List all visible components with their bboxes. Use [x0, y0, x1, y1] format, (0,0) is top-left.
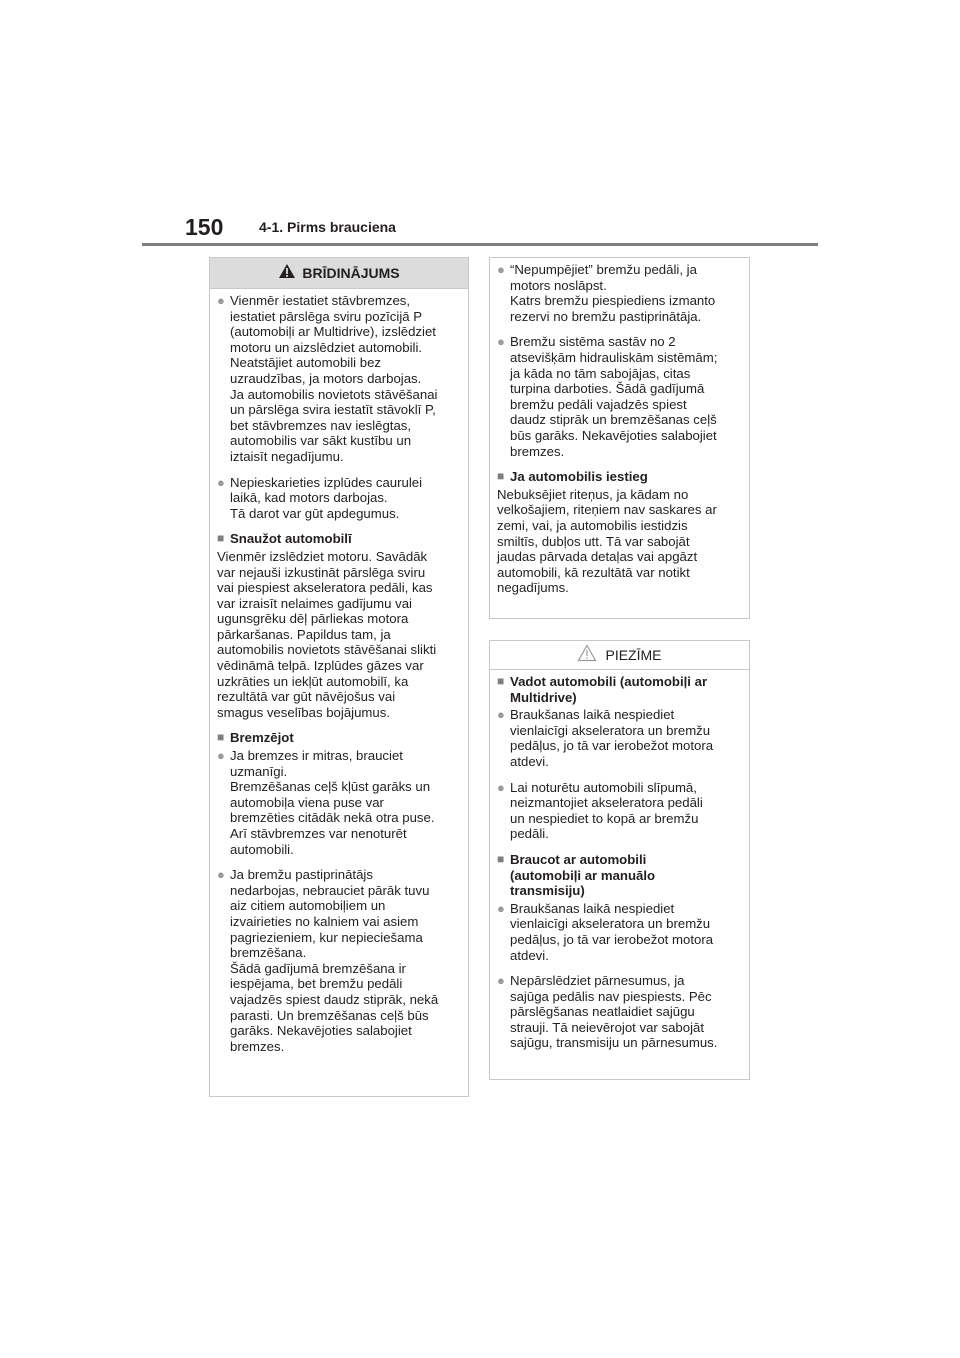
note-box-content: [490, 670, 749, 1065]
bullet-dot-icon: ●: [217, 867, 225, 883]
paragraph-text: Nebuksējiet riteņus, ja kādam no velkošajiem, riteņiem nav saskares ar zemi, vai, ja automobilis iestidzis smiltīs, dubļos utt. Tā var sabojāt jaudas pārvada detaļas vai apgāzt automobili, kā rezultātā var notikt negadījums.: [497, 486, 717, 596]
subheading-text: Vadot automobili (automobiļi ar Multidrive): [510, 674, 708, 705]
square-marker-icon: ■: [217, 730, 225, 745]
subheading-text: Snaužot automobilī: [230, 531, 352, 547]
bullet-text: Braukšanas laikā nespiediet vienlaicīgi akseleratora un bremžu pedāļus, jo tā var ierobežot motora atdevi.: [510, 900, 714, 963]
subheading: [497, 852, 741, 899]
bullet-item: [497, 973, 741, 1051]
warning-box-content: [210, 289, 468, 1068]
square-marker-icon: ■: [497, 851, 505, 866]
bullet-dot-icon: ●: [497, 973, 505, 989]
bullet-dot-icon: ●: [497, 779, 505, 795]
bullet-item: [497, 334, 741, 459]
bullet-text: Lai noturētu automobili slīpumā, neizmantojiet akseleratora pedāli un nespiediet to kopā ar bremžu pedāli.: [510, 779, 703, 842]
bullet-text: Bremžu sistēma sastāv no 2 atsevišķām hidrauliskām sistēmām; ja kāda no tām sabojājas, citas turpina darboties. Šādā gadījumā bremžu pedāli vajadzēs spiest daudz stiprāk un bremzēšanas ceļš būs garāks. Nekavējoties salabojiet bremzes.: [510, 334, 718, 459]
square-marker-icon: ■: [497, 469, 505, 484]
bullet-item: [497, 901, 741, 963]
subheading: [217, 730, 460, 746]
bullet-dot-icon: ●: [217, 293, 225, 308]
bullet-item: [497, 780, 741, 842]
bullet-text: Braukšanas laikā nespiediet vienlaicīgi akseleratora un bremžu pedāļus, jo tā var ierobežot motora atdevi.: [510, 707, 714, 769]
subheading-text: Braucot ar automobili (automobiļi ar manuālo transmisiju): [510, 851, 656, 899]
caution-triangle-outline-icon: [577, 644, 597, 667]
warning-box-continued: [489, 257, 750, 619]
warning-box-header: [210, 258, 468, 289]
bullet-dot-icon: ●: [217, 474, 225, 490]
header-rule: [142, 243, 818, 246]
bullet-item: [217, 293, 460, 465]
page-header: [0, 0, 960, 250]
warning-box-title: BRĪDINĀJUMS: [302, 265, 400, 281]
warning-box: [209, 257, 469, 1097]
paragraph: [217, 549, 460, 721]
bullet-item: [497, 262, 741, 324]
bullet-dot-icon: ●: [497, 900, 505, 916]
bullet-text: Nepārslēdziet pārnesumus, ja sajūga pedālis nav piespiests. Pēc pārslēgšanas neatlaidiet sajūgu strauji. Tā neievērojot var sabojāt sajūgu, transmisiju un pārnesumus.: [510, 973, 718, 1051]
bullet-item: [217, 475, 460, 522]
paragraph: [497, 487, 741, 596]
bullet-dot-icon: ●: [497, 262, 505, 277]
warning-box-continued-content: [490, 258, 749, 610]
page-number: 150: [185, 214, 224, 240]
bullet-item: [497, 707, 741, 769]
bullet-text: Nepieskarieties izplūdes caurulei laikā, kad motors darbojas. Tā darot var gūt apdegumus.: [230, 474, 423, 521]
bullet-text: “Nepumpējiet” bremžu pedāli, ja motors noslāpst. Katrs bremžu piespiediens izmanto rezervi no bremžu pastiprinātāja.: [510, 262, 716, 324]
subheading: [497, 469, 741, 485]
paragraph-text: Vienmēr izslēdziet motoru. Savādāk var nejauši izkustināt pārslēga sviru vai piespiest akseleratora pedāli, kas var izraisīt nelaimes gadījumu vai ugunsgrēku dēļ pārliekas motora pārkaršanas. Papildus tam, ja automobilis novietots stāvēšanai slikti vēdināmā telpā. Izplūdes gāzes var uzkrāties un iekļūt automobilī, ka rezultātā var gūt nāvējošus vai smagus veselības bojājumus.: [217, 548, 437, 720]
bullet-dot-icon: ●: [497, 334, 505, 350]
square-marker-icon: ■: [497, 674, 505, 688]
note-box: [489, 640, 750, 1080]
bullet-item: [217, 867, 460, 1054]
subheading-text: Bremzējot: [230, 730, 294, 746]
subheading: [217, 531, 460, 547]
square-marker-icon: ■: [217, 531, 225, 546]
warning-triangle-icon: [278, 263, 296, 284]
note-box-title: PIEZĪME: [605, 647, 662, 663]
bullet-text: Ja bremzes ir mitras, brauciet uzmanīgi. Bremzēšanas ceļš kļūst garāks un automobiļa viena puse var bremzēties citādāk nekā otra puse. Arī stāvbremzes var nenoturēt automobili.: [230, 748, 435, 857]
bullet-text: Ja bremžu pastiprinātājs nedarbojas, nebrauciet pārāk tuvu aiz citiem automobiļiem un izvairieties no kalniem vai asiem pagriezieniem, kur nepieciešama bremzēšana. Šādā gadījumā bremzēšana ir iespējama, bet bremžu pedāli vajadzēs spiest daudz stiprāk, nekā parasti. Un bremzēšanas ceļš būs garāks. Nekavējoties salabojiet bremzes.: [230, 867, 439, 1054]
bullet-dot-icon: ●: [217, 748, 225, 764]
subheading-text: Ja automobilis iestieg: [510, 469, 648, 485]
note-box-header: [490, 641, 749, 670]
bullet-text: Vienmēr iestatiet stāvbremzes, iestatiet pārslēga sviru pozīcijā P (automobiļi ar Multidrive), izslēdziet motoru un aizslēdziet automobili. Neatstājiet automobili bez uzraudzības, ja motors darbojas. Ja automobilis novietots stāvēšanai un pārslēga svira iestatīt stāvoklī P, bet stāvbremzes nav ieslēgtas, automobilis var sākt kustību un iztaisīt negadījumu.: [230, 293, 438, 464]
bullet-item: [217, 748, 460, 857]
section-title: 4-1. Pirms brauciena: [259, 219, 396, 235]
subheading: [497, 674, 741, 705]
bullet-dot-icon: ●: [497, 707, 505, 723]
